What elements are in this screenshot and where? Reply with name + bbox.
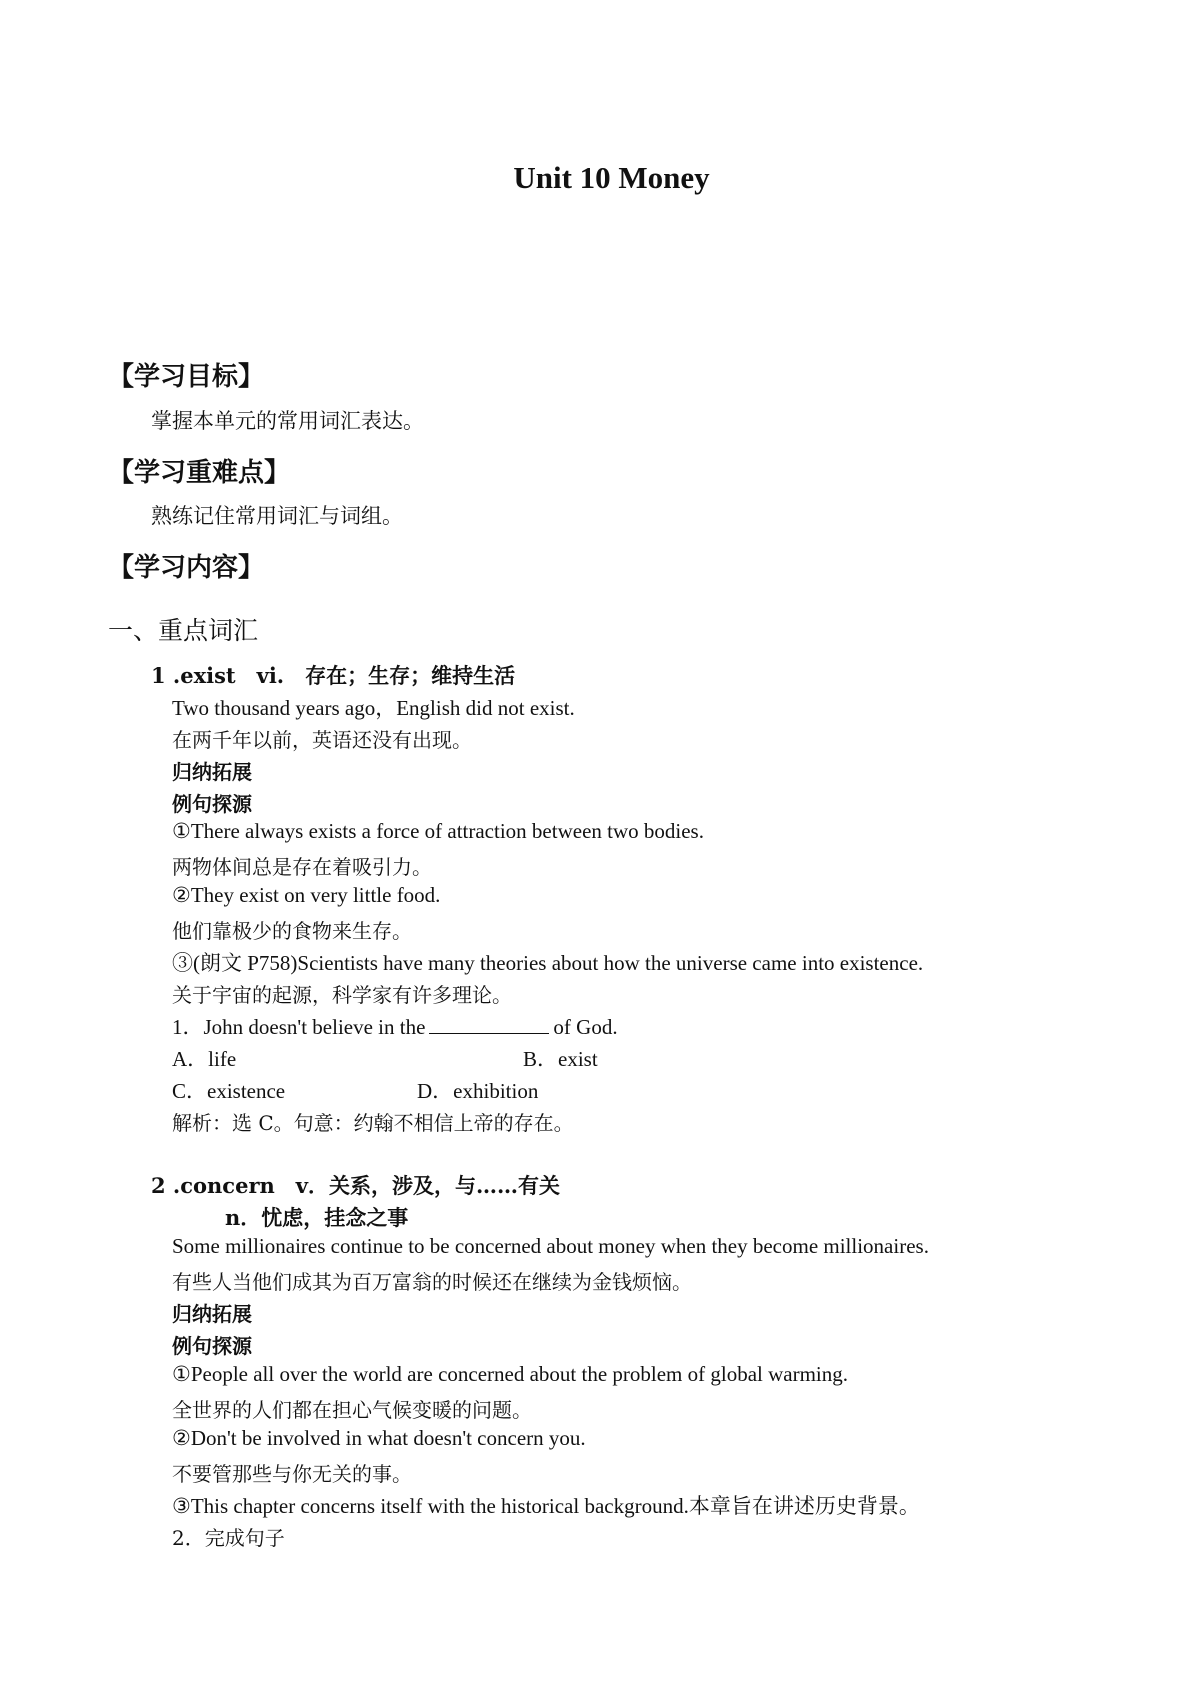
entry-concern-ex2-en: ②Don't be involved in what doesn't concern you.: [172, 1426, 586, 1450]
question-text-end: of God.: [553, 1015, 618, 1039]
entry-concern-example-en: Some millionaires continue to be concerned about money when they become millionaires.: [172, 1234, 929, 1258]
option-b: B．exist: [523, 1047, 598, 1071]
objectives-text: 掌握本单元的常用词汇表达。: [151, 409, 424, 433]
entry-exist-ex2-en: ②They exist on very little food.: [172, 883, 441, 907]
entry-concern-example-cn: 有些人当他们成其为百万富翁的时候还在继续为金钱烦恼。: [172, 1270, 692, 1294]
question-text: 1．John doesn't believe in the: [172, 1015, 426, 1039]
entry-exist-label-extend: 归纳拓展: [172, 760, 252, 784]
entry-exist-ex3-cn: 关于宇宙的起源，科学家有许多理论。: [172, 983, 512, 1007]
entry-concern-ex1-cn: 全世界的人们都在担心气候变暖的问题。: [172, 1398, 532, 1422]
entry-concern-task: 2．完成句子: [172, 1526, 285, 1550]
option-c: C．existence: [172, 1079, 286, 1103]
entry-concern-ex1-en: ①People all over the world are concerned about the problem of global warming.: [172, 1362, 849, 1386]
section-heading-vocabulary: 一、重点词汇: [108, 616, 259, 645]
entry-concern-headword: 2 .concern v．关系，涉及，与……有关: [151, 1173, 560, 1198]
answer-blank: [429, 1032, 549, 1034]
page-title: Unit 10 Money: [513, 160, 710, 195]
entry-concern-label-extend: 归纳拓展: [172, 1302, 252, 1326]
key-points-text: 熟练记住常用词汇与词组。: [151, 504, 403, 528]
entry-concern-ex2-cn: 不要管那些与你无关的事。: [172, 1462, 412, 1486]
entry-concern-label-examples: 例句探源: [172, 1334, 252, 1358]
entry-exist-question: [172, 1011, 618, 1041]
entry-concern-headword-noun: n．忧虑，挂念之事: [225, 1205, 409, 1230]
entry-exist-ex2-cn: 他们靠极少的食物来生存。: [172, 919, 412, 943]
objectives-heading: 【学习目标】: [108, 362, 265, 392]
option-d: D．exhibition: [417, 1079, 539, 1103]
content-heading: 【学习内容】: [108, 553, 265, 583]
entry-exist-ex3-en: ③(朗文 P758)Scientists have many theories about how the universe came into existence.: [172, 951, 924, 975]
entry-concern-ex3: ③This chapter concerns itself with the historical background.本章旨在讲述历史背景。: [172, 1494, 920, 1518]
entry-exist-label-examples: 例句探源: [172, 792, 252, 816]
entry-exist-ex1-cn: 两物体间总是存在着吸引力。: [172, 855, 432, 879]
entry-exist-example-cn: 在两千年以前，英语还没有出现。: [172, 728, 472, 752]
entry-exist-ex1-en: ①There always exists a force of attraction between two bodies.: [172, 819, 704, 843]
key-points-heading: 【学习重难点】: [108, 458, 291, 488]
option-a: A．life: [172, 1047, 237, 1071]
entry-exist-example-en: Two thousand years ago，English did not exist.: [172, 696, 575, 720]
entry-exist-answer: 解析：选 C。句意：约翰不相信上帝的存在。: [172, 1111, 574, 1135]
entry-exist-headword: 1 .exist vi. 存在；生存；维持生活: [151, 663, 516, 688]
